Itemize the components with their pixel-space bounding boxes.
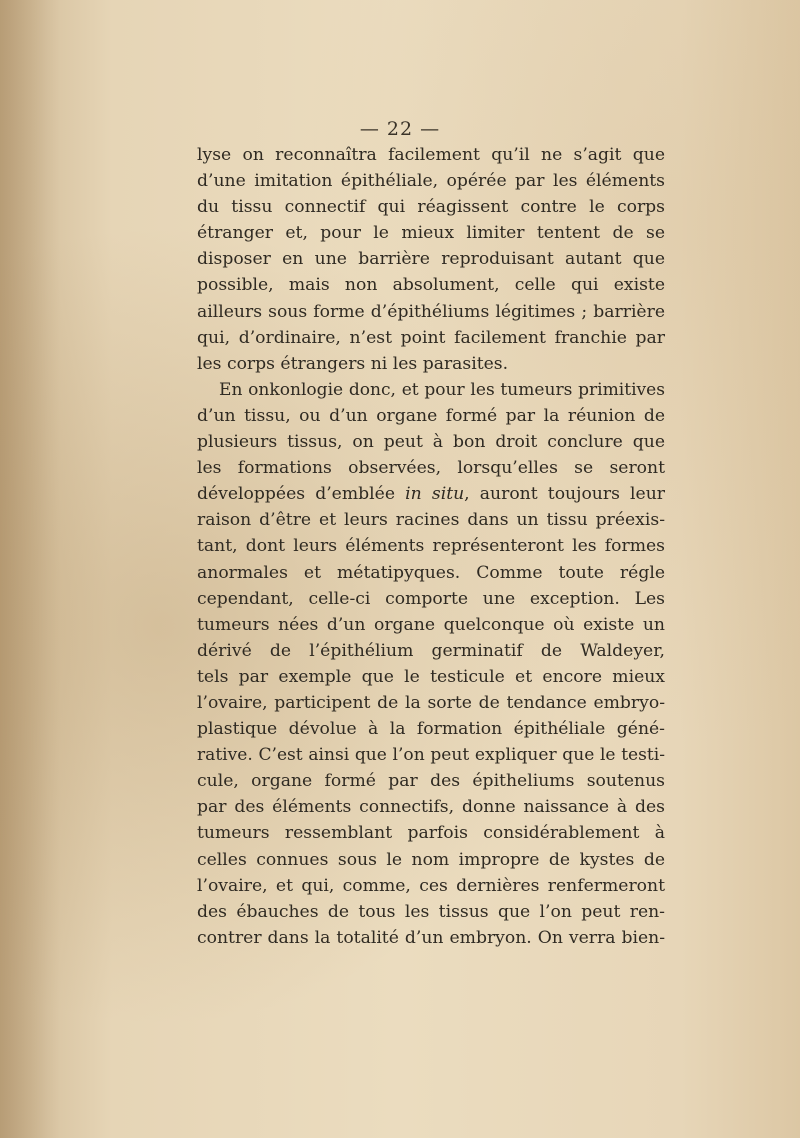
text-line-with-italic — [197, 481, 665, 507]
text-line: tumeurs ressemblant parfois considérablement à — [197, 823, 665, 844]
text-line: possible, mais non absolument, celle qui existe — [197, 275, 665, 296]
text-line: contrer dans la totalité d’un embryon. On verra bien- — [197, 927, 665, 948]
text-line: celles connues sous le nom impropre de kystes de — [197, 849, 665, 870]
text-line: d’une imitation épithéliale, opérée par les éléments — [197, 171, 665, 192]
page-edge-shadow — [0, 0, 60, 1138]
text-line: d’un tissu, ou d’un organe formé par la réunion de — [197, 405, 665, 426]
paragraph-start-line: En onkonlogie donc, et pour les tumeurs primitives — [219, 379, 665, 400]
text-line: disposer en une barrière reproduisant autant que — [197, 249, 665, 270]
text-line: cependant, celle-ci comporte une exception. Les — [197, 588, 665, 609]
italic-term: in situ — [405, 484, 465, 505]
text-line: plastique dévolue à la formation épithéliale géné- — [197, 719, 665, 740]
text-line: ailleurs sous forme d’épithéliums légitimes ; barrière — [197, 301, 665, 322]
text-line: tels par exemple que le testicule et encore mieux — [197, 666, 665, 687]
text-line: anormales et métatipyques. Comme toute régle — [197, 562, 665, 583]
text-line: dérivé de l’épithélium germinatif de Waldeyer, — [197, 640, 665, 661]
text-segment: développées d’emblée — [197, 484, 406, 505]
text-line: tumeurs nées d’un organe quelconque où existe un — [197, 614, 665, 635]
paragraph-end-line: les corps étrangers ni les parasites. — [197, 353, 509, 374]
text-line: étranger et, pour le mieux limiter tentent de se — [197, 223, 665, 244]
page-number: — 22 — — [359, 118, 441, 140]
text-line: plusieurs tissus, on peut à bon droit conclure que — [197, 432, 665, 453]
body-text — [197, 142, 665, 951]
text-line: des ébauches de tous les tissus que l’on peut ren- — [197, 901, 665, 922]
text-line: lyse on reconnaîtra facilement qu’il ne s’agit que — [197, 145, 665, 165]
text-line: raison d’être et leurs racines dans un tissu préexis- — [197, 510, 665, 531]
text-line: l’ovaire, participent de la sorte de tendance embryo- — [197, 692, 665, 713]
text-line: l’ovaire, et qui, comme, ces dernières renfermeront — [197, 875, 665, 896]
text-line: qui, d’ordinaire, n’est point facilement franchie par — [197, 327, 665, 348]
text-line: les formations observées, lorsqu’elles se seront — [197, 458, 665, 479]
text-line: par des éléments connectifs, donne naissance à des — [197, 797, 665, 818]
text-segment: , auront toujours leur — [464, 484, 665, 505]
text-line: tant, dont leurs éléments représenteront les formes — [197, 536, 665, 557]
text-line: cule, organe formé par des épitheliums soutenus — [197, 771, 665, 792]
text-line: rative. C’est ainsi que l’on peut expliquer que le testi- — [197, 745, 665, 766]
text-line: du tissu connectif qui réagissent contre le corps — [197, 197, 665, 218]
